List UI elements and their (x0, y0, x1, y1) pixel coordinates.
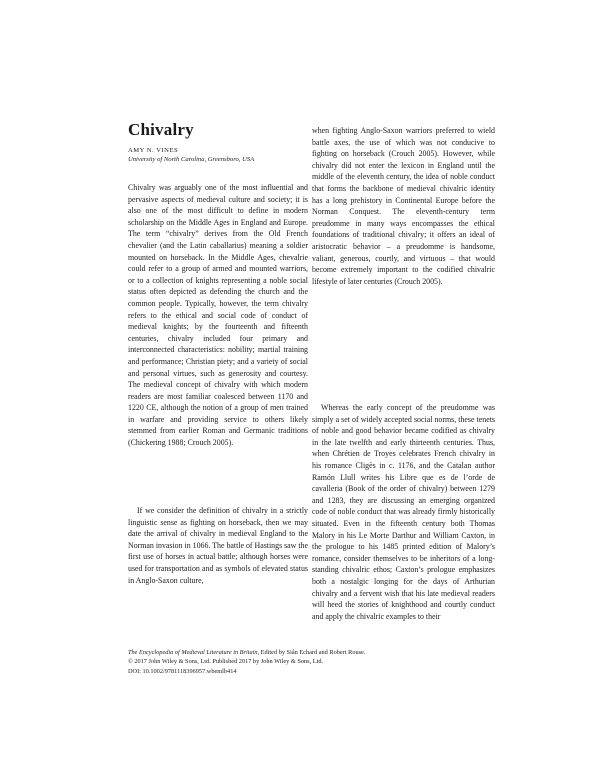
author-name: AMY N. VINES (128, 147, 179, 154)
author-affiliation: University of North Carolina, Greensboro, USA (128, 156, 255, 163)
body-paragraph-1: Chivalry was arguably one of the most influential and pervasive aspects of medieval culture and society; it is also one of the most difficult to define in modern scholarship on the Middle Ages in England and Europe. The term “chivalry” derives from the Old French chevalier (and the Latin caballarius) meaning a soldier mounted on horseback. In the Middle Ages, chevalrie could refer to a group of armed and mounted warriors, or to a collection of knights representing a noble social status often depicted as defending the church and the common people. Typically, however, the term chivalry refers to the ethical and social code of conduct of medieval knights; by the fourteenth and fifteenth centuries, chivalry included four primary and interconnected characteristics: nobility; martial training and performance; Christian piety; and a variety of social and personal virtues, such as generosity and courtesy. The medieval concept of chivalry with which modern readers are most familiar coalesced between 1170 and 1220 CE, although the notion of a group of men trained in warfare and providing service to others likely stemmed from earlier Roman and Germanic traditions (Chickering 1988; Crouch 2005). (128, 183, 308, 448)
body-paragraph-2: If we consider the definition of chivalry in a strictly linguistic sense as fighting on horseback, then we may date the arrival of chivalry in medieval England to the Norman invasion in 1066. The battle of Hastings saw the first use of horses in actual battle; although horses were used for transportation and as symbols of elevated status in Anglo-Saxon culture, (128, 506, 308, 585)
copyright-line: © 2017 John Wiley & Sons, Ltd. Published 2017 by John Wiley & Sons, Ltd. (128, 658, 324, 666)
citation-line (128, 648, 488, 657)
body-paragraph-4: Whereas the early concept of the preudomme was simply a set of widely accepted social norms, these tenets of noble and good behavior became codified as chivalry in the late twelfth and early thirteenth centuries. Thus, when Chrétien de Troyes celebrates French chivalry in his romance Cligès in c. 1176, and the Catalan author Ramón Llull writes his Libre que es de l’orde de cavalleria (Book of the order of chivalry) between 1279 and 1283, they are discussing an emerging organized code of noble conduct that was already firmly historically situated. Even in the fifteenth century both Thomas Malory in his Le Morte Darthur and William Caxton, in the prologue to his 1485 printed edition of Malory’s romance, consider themselves to be inheritors of a long-standing chivalric ethos; Caxton’s prologue emphasizes both a nostalgic longing for the days of Arthurian chivalry and a fervent wish that his late medieval readers will heed the stories of knighthood and courtly conduct and apply the chivalric examples to their (312, 403, 495, 621)
article-title: Chivalry (128, 120, 194, 139)
book-title: The Encyclopedia of Medieval Literature in Britain (128, 649, 258, 656)
body-paragraph-3: when fighting Anglo-Saxon warriors preferred to wield battle axes, the use of which was not conducive to fighting on horseback (Crouch 2005). However, while chivalry did not enter the lexicon in England until the middle of the eleventh century, the idea of noble conduct that forms the backbone of medieval chivalric identity has a long prehistory in Continental Europe before the Norman Conquest. The eleventh-century term preudomme in many ways encompasses the ethical foundations of traditional chivalry; it offers an ideal of aristocratic behavior – a preudomme is handsome, valiant, generous, courtly, and virtuous – that would become extremely important to the codified chivalric lifestyle of later centuries (Crouch 2005). (312, 126, 495, 286)
page-footer (128, 648, 488, 676)
book-editors: , Edited by Siân Echard and Robert Rouse. (257, 649, 366, 656)
doi-line: DOI: 10.1002/9781118396957.wbemlb414 (128, 667, 237, 675)
